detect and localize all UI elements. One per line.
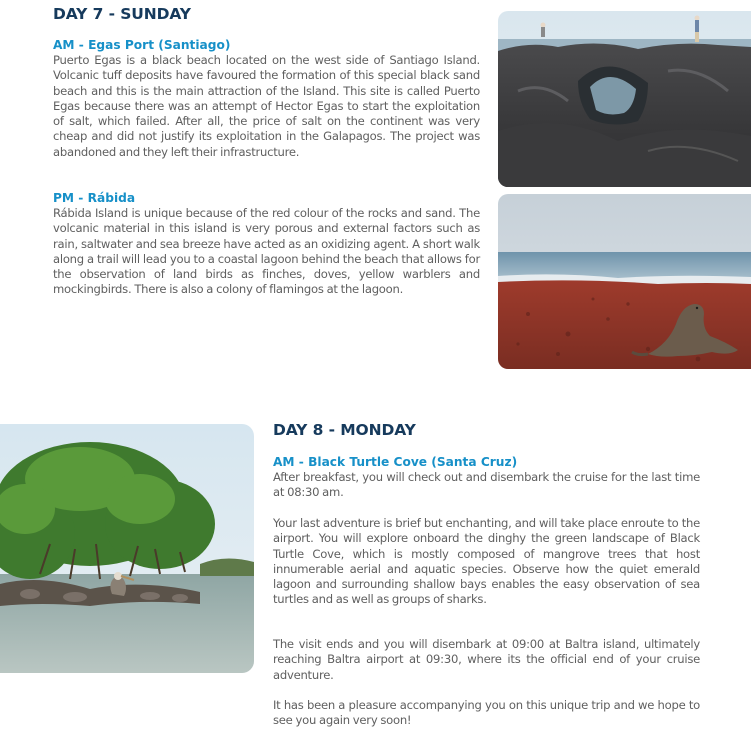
day8-am-heading: AM - Black Turtle Cove (Santa Cruz)	[273, 455, 518, 469]
day8-paragraph-disembark: The visit ends and you will disembark at 09:00 at Baltra island, ultimately reaching Baltra airport at 09:30, where its the official end of your cruise adventure.	[273, 637, 700, 682]
day8-paragraph-black-turtle-cove: Your last adventure is brief but enchanting, and will take place enroute to the airport. You will explore onboard the dinghy the green landscape of Black Turtle Cove, which is mostly composed of mangrove trees that host innumerable aerial and aquatic species. Observe how the quiet emerald lagoon and surrounding shallow bays enables the easy observation of sea turtles and as well as groups of sharks.	[273, 516, 700, 607]
day7-heading: DAY 7 - SUNDAY	[53, 5, 191, 23]
day8-paragraph-checkout: After breakfast, you will check out and disembark the cruise for the last time at 08:30 am.	[273, 470, 700, 500]
day7-pm-heading: PM - Rábida	[53, 191, 136, 205]
day7-pm-description: Rábida Island is unique because of the red colour of the rocks and sand. The volcanic material in this island is very porous and external factors such as rain, saltwater and sea breeze have acted as an oxidizing agent. A short walk along a trail will lead you to a coastal lagoon behind the beach that allows for the observation of land birds as finches, doves, yellow warblers and mockingbirds. There is also a colony of flamingos at the lagoon.	[53, 206, 480, 297]
black-lava-rock-arch-photo	[498, 11, 751, 187]
day7-am-description: Puerto Egas is a black beach located on the west side of Santiago Island. Volcanic tuff deposits have favoured the formation of this special black sand beach and this is the main attraction of the Island. This site is called Puerto Egas because there was an attempt of Hector Egas to start the exploitation of salt, which failed. After all, the price of salt on the continent was very cheap and did not justify its exploitation in the Galapagos. The project was abandoned and they left their infrastructure.	[53, 53, 480, 159]
day7-am-heading: AM - Egas Port (Santiago)	[53, 38, 231, 52]
red-beach-sea-lion-photo	[498, 194, 751, 369]
day8-heading: DAY 8 - MONDAY	[273, 421, 416, 439]
day8-paragraph-farewell: It has been a pleasure accompanying you on this unique trip and we hope to see you again very soon!	[273, 698, 700, 728]
mangrove-pelican-photo	[0, 424, 254, 673]
